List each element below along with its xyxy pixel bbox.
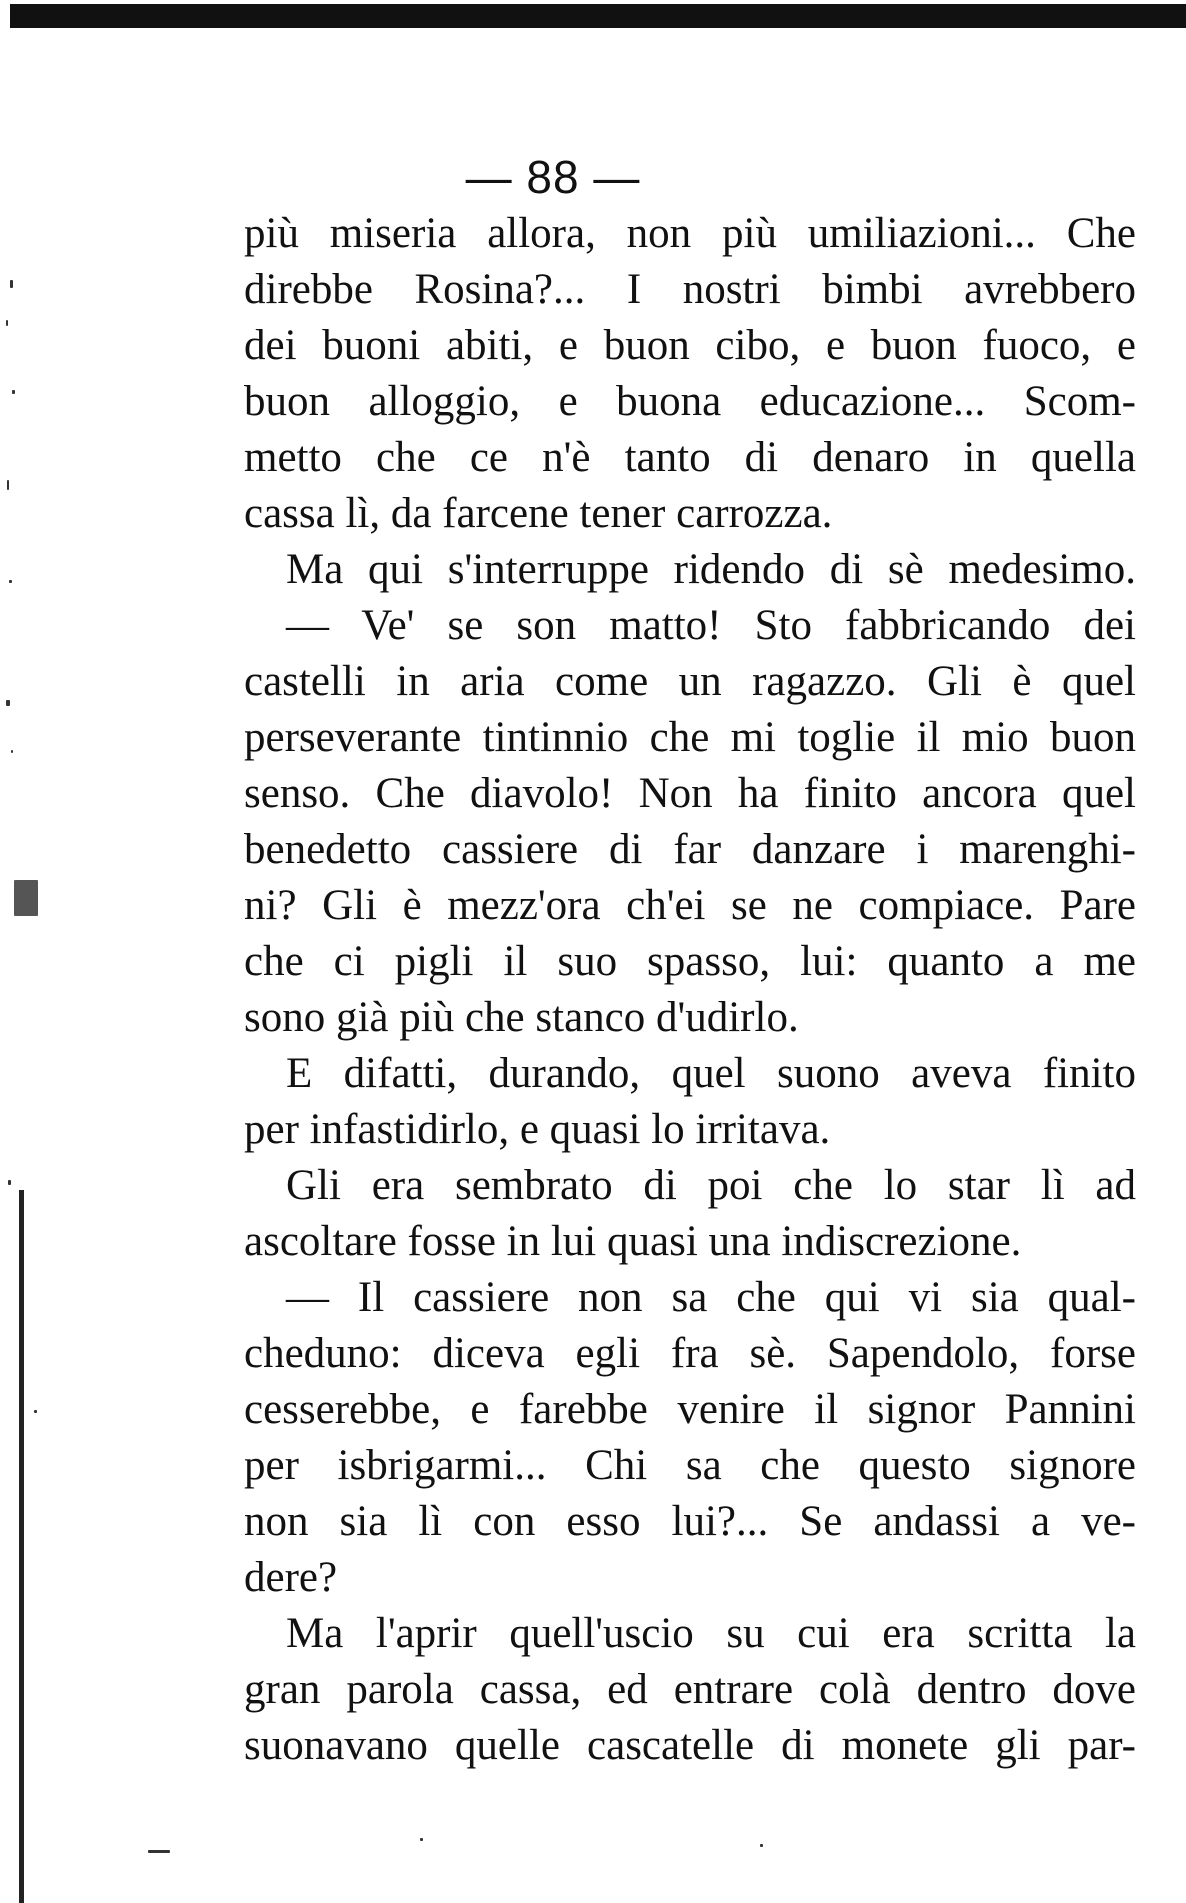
- text-line: senso. Che diavolo! Non ha finito ancora quel: [244, 770, 1136, 817]
- body-text: [244, 206, 1136, 1774]
- text-line: cheduno: diceva egli fra sè. Sapendolo, forse: [244, 1330, 1136, 1377]
- text-line: Gli era sembrato di poi che lo star lì ad: [286, 1162, 1136, 1209]
- text-line: Ma l'aprir quell'uscio su cui era scritta la: [286, 1610, 1136, 1657]
- text-line: Ma qui s'interruppe ridendo di sè medesimo.: [286, 546, 1136, 593]
- text-line: direbbe Rosina?... I nostri bimbi avrebbero: [244, 266, 1136, 313]
- text-line: non sia lì con esso lui?... Se andassi a ve-: [244, 1498, 1136, 1545]
- text-line: per infastidirlo, e quasi lo irritava.: [244, 1106, 831, 1153]
- text-line: castelli in aria come un ragazzo. Gli è quel: [244, 658, 1136, 705]
- text-line: dere?: [244, 1554, 338, 1601]
- text-line: metto che ce n'è tanto di denaro in quella: [244, 434, 1136, 481]
- text-line: — Il cassiere non sa che qui vi sia qual-: [286, 1274, 1136, 1321]
- text-line: cassa lì, da farcene tener carrozza.: [244, 490, 833, 537]
- scan-noise-bottom: [0, 1830, 1186, 1900]
- text-line: più miseria allora, non più umiliazioni... Che: [244, 210, 1136, 257]
- text-line: dei buoni abiti, e buon cibo, e buon fuoco, e: [244, 322, 1136, 369]
- text-line: E difatti, durando, quel suono aveva finito: [286, 1050, 1136, 1097]
- text-line: che ci pigli il suo spasso, lui: quanto a me: [244, 938, 1136, 985]
- text-line: sono già più che stanco d'udirlo.: [244, 994, 799, 1041]
- text-line: ascoltare fosse in lui quasi una indiscrezione.: [244, 1218, 1022, 1265]
- scan-noise-left: [4, 280, 64, 1780]
- text-line: cesserebbe, e farebbe venire il signor Pannini: [244, 1386, 1136, 1433]
- text-line: — Ve' se son matto! Sto fabbricando dei: [286, 602, 1136, 649]
- text-line: suonavano quelle cascatelle di monete gli par-: [244, 1722, 1136, 1769]
- text-line: gran parola cassa, ed entrare colà dentro dove: [244, 1666, 1136, 1713]
- text-line: perseverante tintinnio che mi toglie il mio buon: [244, 714, 1136, 761]
- scan-top-border: [10, 4, 1186, 28]
- page-number: — 88 —: [465, 151, 641, 203]
- text-line: benedetto cassiere di far danzare i marenghi-: [244, 826, 1136, 873]
- text-line: buon alloggio, e buona educazione... Scom-: [244, 378, 1136, 425]
- text-line: ni? Gli è mezz'ora ch'ei se ne compiace. Pare: [244, 882, 1136, 929]
- text-line: per isbrigarmi... Chi sa che questo signore: [244, 1442, 1136, 1489]
